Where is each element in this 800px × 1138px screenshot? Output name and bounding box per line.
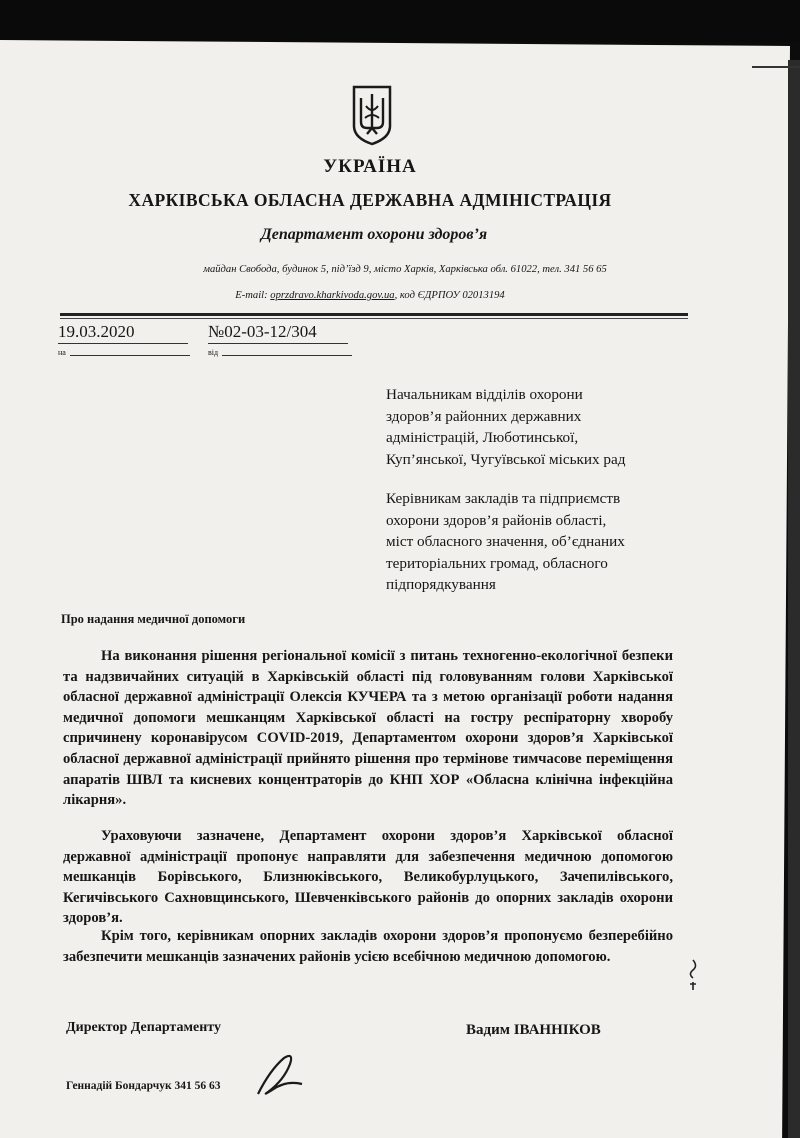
addressee-line: охорони здоров’я районів області, bbox=[386, 511, 607, 529]
handwritten-signature-icon bbox=[250, 1050, 310, 1100]
number-caption: від bbox=[208, 348, 219, 357]
letterhead-address: майдан Свобода, будинок 5, під’їзд 9, місто Харків, Харківська обл. 61022, тел. 341 56 65 bbox=[203, 264, 607, 275]
addressee-line: Керівникам закладів та підприємств bbox=[386, 490, 621, 507]
scan-right-border bbox=[788, 60, 800, 1138]
addressee-line: міст обласного значення, об’єднаних bbox=[386, 533, 625, 550]
letter-subject: Про надання медичної допомоги bbox=[61, 612, 246, 626]
body-paragraph-2: Ураховуючи зазначене, Департамент охорони здоров’я Харківської обласної державної адміністрації пропонує направляти для забезпечення медичною допомогою мешканців Борівського, Близнюківського, Великобурлуцького, Зачепилівського, Кегичівського Сахновщинського, Шевченківського районів до опорних закладів охорони здоров’я. bbox=[63, 828, 673, 927]
letterhead-rule-thin bbox=[60, 318, 688, 319]
body-paragraph-1: На виконання рішення регіональної комісії з питань техногенно-екологічної безпеки та надзвичайних ситуацій в Харківській області під головуванням голови Харківської обласної державної адміністрації Олексія КУЧЕРА та з метою організації роботи надання медичної допомоги мешканцям Харківської області на гостру респіраторну хворобу спричинену коронавірусом COVID-2019, Департаментом охорони здоров’я Харківської обласної державної адміністрації прийнято рішення про термінове тимчасове переміщення апаратів ШВЛ та кисневих концентраторів до КНП ХОР «Обласна клінічна інфекційна лікарня». bbox=[63, 648, 673, 809]
addressee-line: територіальних громад, обласного bbox=[386, 554, 608, 572]
trident-emblem-icon bbox=[351, 84, 393, 146]
date-caption: на bbox=[58, 348, 66, 357]
addressee-line: Начальникам відділів охорони bbox=[386, 386, 583, 403]
edrpou-code: , код ЄДРПОУ 02013194 bbox=[394, 290, 505, 301]
executor-line: Геннадій Бондарчук 341 56 63 bbox=[66, 1080, 221, 1092]
addressee-block-2 bbox=[386, 488, 716, 596]
email-label: E-mail: bbox=[235, 290, 268, 301]
ref-number-underline bbox=[222, 355, 352, 356]
body-paragraph-3: Крім того, керівникам опорних закладів охорони здоров’я пропонуємо безперебійно забезпечити мешканців зазначених районів усією всебічною медичною допомогою. bbox=[63, 928, 673, 965]
addressee-line: адміністрацій, Люботинської, bbox=[386, 429, 579, 446]
signatory-title: Директор Департаменту bbox=[66, 1020, 221, 1035]
scan-top-border bbox=[0, 0, 800, 42]
country-heading: УКРАЇНА bbox=[323, 156, 417, 177]
addressee-block-1 bbox=[386, 384, 716, 470]
number-underline bbox=[208, 343, 348, 344]
scan-artifact-line bbox=[752, 66, 800, 68]
addressee-line: здоров’я районних державних bbox=[386, 407, 582, 425]
date-underline bbox=[58, 343, 188, 344]
signatory-name: Вадим ІВАННІКОВ bbox=[466, 1022, 601, 1038]
registration-number: №02-03-12/304 bbox=[208, 322, 317, 341]
letterhead-contacts bbox=[160, 290, 580, 301]
margin-mark-icon bbox=[686, 958, 700, 992]
email-link[interactable]: oprzdravo.kharkivoda.gov.ua bbox=[270, 290, 395, 301]
ref-date-underline bbox=[70, 355, 190, 356]
letterhead-rule-thick bbox=[60, 313, 688, 316]
department-heading: Департамент охорони здоров’я bbox=[260, 226, 488, 243]
addressee-line: підпорядкування bbox=[386, 576, 496, 593]
registration-date: 19.03.2020 bbox=[58, 322, 135, 341]
addressee-line: Куп’янської, Чугуївської міських рад bbox=[386, 450, 626, 468]
organization-heading: ХАРКІВСЬКА ОБЛАСНА ДЕРЖАВНА АДМІНІСТРАЦІЯ bbox=[128, 190, 612, 210]
